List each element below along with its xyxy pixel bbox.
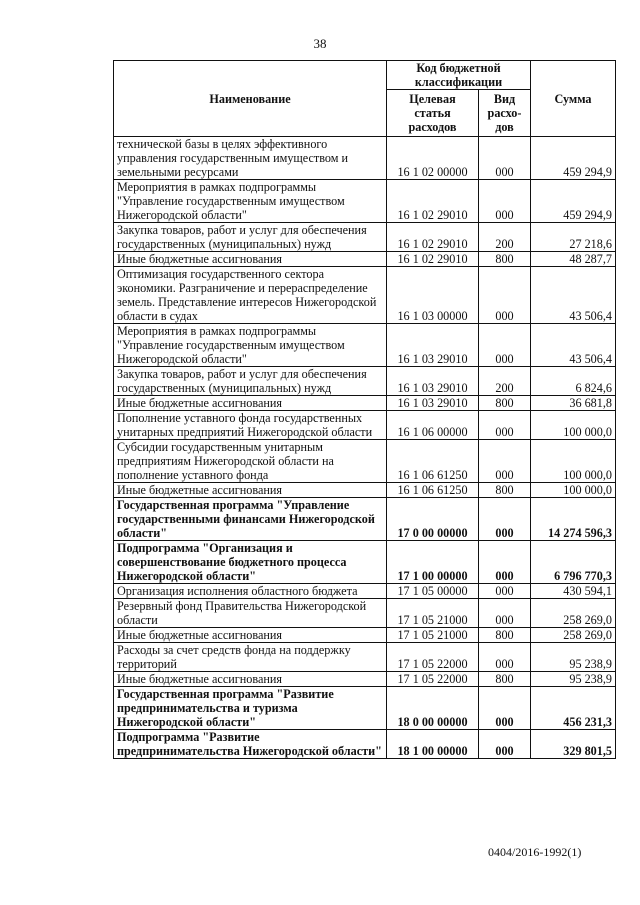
row-expense-kind: 000 bbox=[479, 411, 531, 440]
row-expense-kind: 000 bbox=[479, 137, 531, 180]
row-sum: 48 287,7 bbox=[531, 252, 616, 267]
row-target-article: 16 1 03 29010 bbox=[387, 396, 479, 411]
row-sum: 100 000,0 bbox=[531, 483, 616, 498]
table-row bbox=[114, 223, 616, 252]
row-name: Государственная программа "Развитие предпринимательства и туризма Нижегородской области" bbox=[114, 687, 387, 730]
row-name: Подпрограмма "Развитие предпринимательства Нижегородской области" bbox=[114, 730, 387, 759]
row-expense-kind: 000 bbox=[479, 584, 531, 599]
row-target-article: 16 1 06 00000 bbox=[387, 411, 479, 440]
table-row bbox=[114, 541, 616, 584]
table-row bbox=[114, 137, 616, 180]
table-row bbox=[114, 599, 616, 628]
row-sum: 43 506,4 bbox=[531, 267, 616, 324]
row-name: Иные бюджетные ассигнования bbox=[114, 396, 387, 411]
page-number: 38 bbox=[313, 36, 327, 51]
budget-table bbox=[113, 60, 616, 759]
row-name: Иные бюджетные ассигнования bbox=[114, 628, 387, 643]
row-sum: 430 594,1 bbox=[531, 584, 616, 599]
table-row bbox=[114, 267, 616, 324]
row-name: Расходы за счет средств фонда на поддержку территорий bbox=[114, 643, 387, 672]
header-budget-code: Код бюджетной классификации bbox=[387, 61, 531, 90]
row-target-article: 16 1 03 29010 bbox=[387, 324, 479, 367]
row-name: Пополнение уставного фонда государственных унитарных предприятий Нижегородской области bbox=[114, 411, 387, 440]
row-name: Резервный фонд Правительства Нижегородской области bbox=[114, 599, 387, 628]
row-target-article: 16 1 02 29010 bbox=[387, 180, 479, 223]
row-target-article: 16 1 02 29010 bbox=[387, 252, 479, 267]
table-row bbox=[114, 672, 616, 687]
table-row bbox=[114, 180, 616, 223]
row-expense-kind: 000 bbox=[479, 180, 531, 223]
row-target-article: 17 1 00 00000 bbox=[387, 541, 479, 584]
row-target-article: 16 1 02 29010 bbox=[387, 223, 479, 252]
row-sum: 36 681,8 bbox=[531, 396, 616, 411]
row-expense-kind: 800 bbox=[479, 672, 531, 687]
row-expense-kind: 000 bbox=[479, 730, 531, 759]
row-name: Иные бюджетные ассигнования bbox=[114, 672, 387, 687]
row-target-article: 17 1 05 21000 bbox=[387, 628, 479, 643]
table-row bbox=[114, 324, 616, 367]
row-sum: 100 000,0 bbox=[531, 440, 616, 483]
row-target-article: 16 1 03 00000 bbox=[387, 267, 479, 324]
row-expense-kind: 000 bbox=[479, 643, 531, 672]
row-target-article: 16 1 02 00000 bbox=[387, 137, 479, 180]
row-expense-kind: 800 bbox=[479, 483, 531, 498]
row-expense-kind: 800 bbox=[479, 252, 531, 267]
row-name: Мероприятия в рамках подпрограммы "Управление государственным имуществом Нижегородской области" bbox=[114, 324, 387, 367]
row-target-article: 17 1 05 00000 bbox=[387, 584, 479, 599]
row-name: Иные бюджетные ассигнования bbox=[114, 483, 387, 498]
row-expense-kind: 000 bbox=[479, 541, 531, 584]
row-sum: 27 218,6 bbox=[531, 223, 616, 252]
row-target-article: 16 1 06 61250 bbox=[387, 483, 479, 498]
row-sum: 456 231,3 bbox=[531, 687, 616, 730]
row-sum: 258 269,0 bbox=[531, 599, 616, 628]
table-header bbox=[114, 61, 616, 137]
row-target-article: 16 1 06 61250 bbox=[387, 440, 479, 483]
row-name: Подпрограмма "Организация и совершенствование бюджетного процесса Нижегородской области" bbox=[114, 541, 387, 584]
header-name: Наименование bbox=[114, 61, 387, 137]
row-name: Организация исполнения областного бюджета bbox=[114, 584, 387, 599]
row-target-article: 17 1 05 21000 bbox=[387, 599, 479, 628]
table-row bbox=[114, 367, 616, 396]
table-row bbox=[114, 643, 616, 672]
row-sum: 43 506,4 bbox=[531, 324, 616, 367]
row-expense-kind: 000 bbox=[479, 687, 531, 730]
row-target-article: 17 1 05 22000 bbox=[387, 672, 479, 687]
row-sum: 6 824,6 bbox=[531, 367, 616, 396]
row-expense-kind: 000 bbox=[479, 498, 531, 541]
row-name: Государственная программа "Управление государственными финансами Нижегородской области" bbox=[114, 498, 387, 541]
row-expense-kind: 800 bbox=[479, 628, 531, 643]
table-row bbox=[114, 498, 616, 541]
row-sum: 459 294,9 bbox=[531, 137, 616, 180]
table-body bbox=[114, 137, 616, 759]
row-expense-kind: 800 bbox=[479, 396, 531, 411]
row-sum: 6 796 770,3 bbox=[531, 541, 616, 584]
row-sum: 258 269,0 bbox=[531, 628, 616, 643]
row-name: технической базы в целях эффективного управления государственным имуществом и земельными ресурсами bbox=[114, 137, 387, 180]
row-sum: 95 238,9 bbox=[531, 672, 616, 687]
row-name: Субсидии государственным унитарным предприятиям Нижегородской области на пополнение уставного фонда bbox=[114, 440, 387, 483]
table-row bbox=[114, 483, 616, 498]
table-row bbox=[114, 584, 616, 599]
table-row bbox=[114, 411, 616, 440]
row-target-article: 17 0 00 00000 bbox=[387, 498, 479, 541]
header-expense-kind: Вид расхо-дов bbox=[479, 90, 531, 137]
header-target-article: Целевая статья расходов bbox=[387, 90, 479, 137]
table-row bbox=[114, 687, 616, 730]
document-code: 0404/2016-1992(1) bbox=[488, 845, 582, 859]
header-sum: Сумма bbox=[531, 61, 616, 137]
table-row bbox=[114, 440, 616, 483]
row-sum: 459 294,9 bbox=[531, 180, 616, 223]
row-name: Закупка товаров, работ и услуг для обеспечения государственных (муниципальных) нужд bbox=[114, 367, 387, 396]
row-target-article: 16 1 03 29010 bbox=[387, 367, 479, 396]
row-sum: 95 238,9 bbox=[531, 643, 616, 672]
row-expense-kind: 200 bbox=[479, 223, 531, 252]
table-row bbox=[114, 396, 616, 411]
row-sum: 14 274 596,3 bbox=[531, 498, 616, 541]
row-expense-kind: 000 bbox=[479, 267, 531, 324]
row-name: Закупка товаров, работ и услуг для обеспечения государственных (муниципальных) нужд bbox=[114, 223, 387, 252]
row-sum: 329 801,5 bbox=[531, 730, 616, 759]
table-row bbox=[114, 730, 616, 759]
table-row bbox=[114, 252, 616, 267]
row-target-article: 17 1 05 22000 bbox=[387, 643, 479, 672]
row-target-article: 18 0 00 00000 bbox=[387, 687, 479, 730]
table-row bbox=[114, 628, 616, 643]
row-name: Иные бюджетные ассигнования bbox=[114, 252, 387, 267]
row-sum: 100 000,0 bbox=[531, 411, 616, 440]
row-expense-kind: 200 bbox=[479, 367, 531, 396]
row-name: Мероприятия в рамках подпрограммы "Управление государственным имуществом Нижегородской области" bbox=[114, 180, 387, 223]
row-name: Оптимизация государственного сектора экономики. Разграничение и перераспределение земель. Представление интересов Нижегородской области в судах bbox=[114, 267, 387, 324]
row-expense-kind: 000 bbox=[479, 440, 531, 483]
row-target-article: 18 1 00 00000 bbox=[387, 730, 479, 759]
row-expense-kind: 000 bbox=[479, 599, 531, 628]
row-expense-kind: 000 bbox=[479, 324, 531, 367]
